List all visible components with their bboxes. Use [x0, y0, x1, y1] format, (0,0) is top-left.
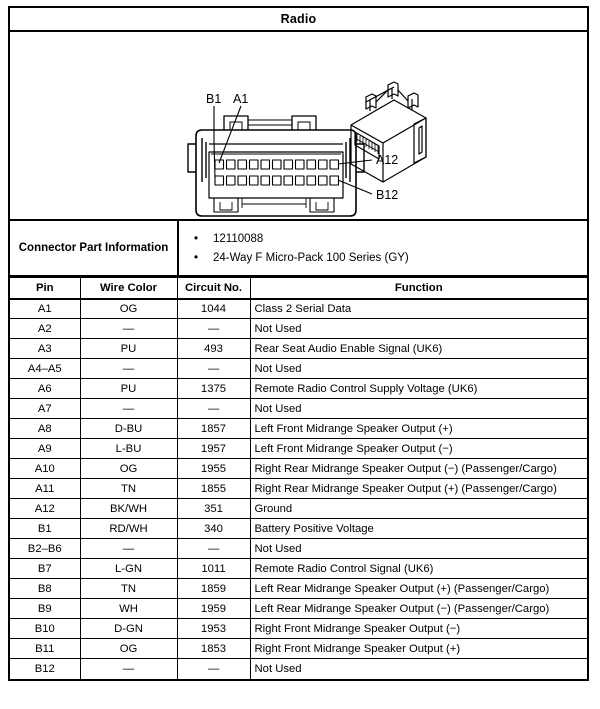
cell-wire-color: D-BU — [80, 419, 177, 439]
table-row — [10, 619, 587, 639]
table-row — [10, 319, 587, 339]
isometric-connector-illustration — [351, 82, 426, 182]
cell-circuit-no: 493 — [177, 339, 250, 359]
label-a12: A12 — [376, 153, 399, 167]
cell-circuit-no: 1375 — [177, 379, 250, 399]
cell-circuit-no: — — [177, 319, 250, 339]
cell-wire-color: OG — [80, 299, 177, 319]
cell-pin: A10 — [10, 459, 80, 479]
cell-circuit-no: — — [177, 539, 250, 559]
table-row — [10, 439, 587, 459]
pin-table-body — [10, 299, 587, 679]
cell-function: Ground — [250, 499, 587, 519]
cell-pin: B10 — [10, 619, 80, 639]
cell-function: Not Used — [250, 319, 587, 339]
connector-part-information — [10, 221, 587, 277]
cell-function: Left Front Midrange Speaker Output (+) — [250, 419, 587, 439]
table-row — [10, 579, 587, 599]
table-row — [10, 419, 587, 439]
cell-pin: A11 — [10, 479, 80, 499]
column-header-function: Function — [250, 278, 587, 299]
cell-circuit-no: 1044 — [177, 299, 250, 319]
label-b12: B12 — [376, 188, 399, 202]
table-row — [10, 479, 587, 499]
cell-circuit-no: 1955 — [177, 459, 250, 479]
cell-circuit-no: 351 — [177, 499, 250, 519]
cell-function: Right Rear Midrange Speaker Output (−) (Passenger/Cargo) — [250, 459, 587, 479]
cell-pin: A8 — [10, 419, 80, 439]
cell-wire-color: PU — [80, 379, 177, 399]
cell-pin: B1 — [10, 519, 80, 539]
cell-wire-color: — — [80, 319, 177, 339]
bullet-icon: • — [193, 250, 199, 264]
column-header-circuit: Circuit No. — [177, 278, 250, 299]
table-row — [10, 399, 587, 419]
cell-wire-color: D-GN — [80, 619, 177, 639]
table-row — [10, 559, 587, 579]
list-item — [179, 229, 587, 248]
pin-grid — [215, 160, 350, 185]
cell-circuit-no: 1957 — [177, 439, 250, 459]
cell-circuit-no: — — [177, 399, 250, 419]
cell-circuit-no: 1953 — [177, 619, 250, 639]
cell-pin: B2–B6 — [10, 539, 80, 559]
cell-function: Battery Positive Voltage — [250, 519, 587, 539]
cell-circuit-no: 1859 — [177, 579, 250, 599]
table-row — [10, 659, 587, 679]
cell-pin: A12 — [10, 499, 80, 519]
table-row — [10, 379, 587, 399]
table-row — [10, 539, 587, 559]
cell-wire-color: L-GN — [80, 559, 177, 579]
cell-wire-color: OG — [80, 459, 177, 479]
cell-pin: A4–A5 — [10, 359, 80, 379]
cell-function: Not Used — [250, 359, 587, 379]
table-row — [10, 459, 587, 479]
table-row — [10, 499, 587, 519]
cell-circuit-no: 1959 — [177, 599, 250, 619]
table-header-row — [10, 278, 587, 299]
table-row — [10, 339, 587, 359]
cell-function: Left Rear Midrange Speaker Output (−) (Passenger/Cargo) — [250, 599, 587, 619]
cell-wire-color: WH — [80, 599, 177, 619]
cell-function: Not Used — [250, 539, 587, 559]
cell-pin: B12 — [10, 659, 80, 679]
cell-function: Left Rear Midrange Speaker Output (+) (Passenger/Cargo) — [250, 579, 587, 599]
cell-pin: B9 — [10, 599, 80, 619]
label-b1: B1 — [206, 92, 222, 106]
cell-function: Not Used — [250, 399, 587, 419]
cell-pin: A2 — [10, 319, 80, 339]
cell-wire-color: L-BU — [80, 439, 177, 459]
list-item — [179, 248, 587, 267]
cell-function: Class 2 Serial Data — [250, 299, 587, 319]
connector-part-information-label: Connector Part Information — [10, 221, 179, 275]
pin-assignment-table — [10, 277, 587, 679]
cell-function: Remote Radio Control Supply Voltage (UK6) — [250, 379, 587, 399]
cell-pin: B8 — [10, 579, 80, 599]
cell-wire-color: TN — [80, 579, 177, 599]
cell-circuit-no: 340 — [177, 519, 250, 539]
connector-part-number: 12110088 — [213, 233, 264, 245]
cell-pin: A1 — [10, 299, 80, 319]
cell-circuit-no: — — [177, 359, 250, 379]
cell-wire-color: TN — [80, 479, 177, 499]
cell-pin: B11 — [10, 639, 80, 659]
cell-pin: A7 — [10, 399, 80, 419]
connector-part-description: 24-Way F Micro-Pack 100 Series (GY) — [213, 252, 409, 264]
cell-function: Rear Seat Audio Enable Signal (UK6) — [250, 339, 587, 359]
column-header-wire: Wire Color — [80, 278, 177, 299]
cell-function: Right Front Midrange Speaker Output (−) — [250, 619, 587, 639]
table-row — [10, 519, 587, 539]
cell-function: Remote Radio Control Signal (UK6) — [250, 559, 587, 579]
cell-circuit-no: 1011 — [177, 559, 250, 579]
cell-wire-color: — — [80, 659, 177, 679]
cell-function: Right Rear Midrange Speaker Output (+) (Passenger/Cargo) — [250, 479, 587, 499]
table-row — [10, 359, 587, 379]
connector-data-sheet — [8, 6, 589, 681]
cell-circuit-no: 1853 — [177, 639, 250, 659]
cell-circuit-no: 1855 — [177, 479, 250, 499]
cell-wire-color: — — [80, 399, 177, 419]
cell-function: Not Used — [250, 659, 587, 679]
connector-diagram-svg — [10, 32, 587, 217]
table-row — [10, 299, 587, 319]
cell-wire-color: BK/WH — [80, 499, 177, 519]
label-a1: A1 — [233, 92, 249, 106]
bullet-icon: • — [193, 231, 199, 245]
connector-part-information-list — [179, 221, 587, 275]
cell-wire-color: — — [80, 359, 177, 379]
table-row — [10, 599, 587, 619]
cell-pin: A3 — [10, 339, 80, 359]
cell-circuit-no: — — [177, 659, 250, 679]
connector-diagram-panel — [10, 32, 587, 221]
cell-wire-color: — — [80, 539, 177, 559]
cell-pin: A6 — [10, 379, 80, 399]
cell-wire-color: RD/WH — [80, 519, 177, 539]
cell-function: Right Front Midrange Speaker Output (+) — [250, 639, 587, 659]
page-title: Radio — [10, 8, 587, 32]
cell-function: Left Front Midrange Speaker Output (−) — [250, 439, 587, 459]
cell-circuit-no: 1857 — [177, 419, 250, 439]
cell-wire-color: PU — [80, 339, 177, 359]
cell-wire-color: OG — [80, 639, 177, 659]
table-row — [10, 639, 587, 659]
cell-pin: A9 — [10, 439, 80, 459]
cell-pin: B7 — [10, 559, 80, 579]
column-header-pin: Pin — [10, 278, 80, 299]
